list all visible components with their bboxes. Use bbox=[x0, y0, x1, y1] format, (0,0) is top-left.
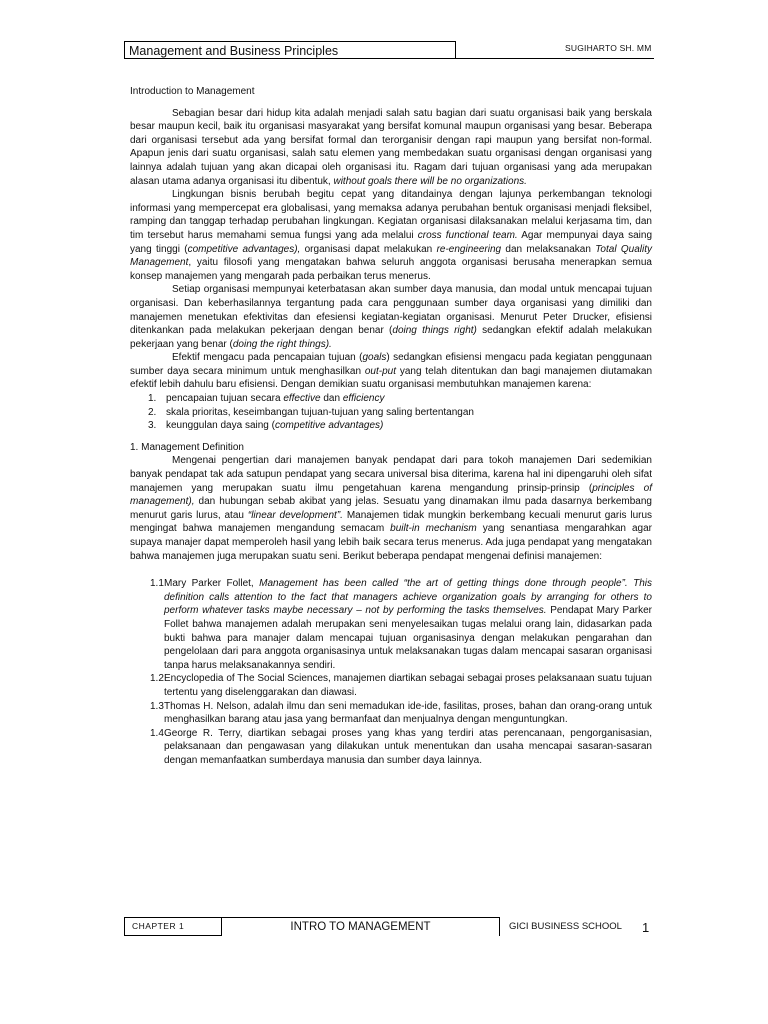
paragraph-3: Setiap organisasi mempunyai keterbatasan akan sumber daya manusia, dan modal untuk mencapai tujuan organisasi. Dan keberhasilannya tergantung pada cara penggunaan sumber daya organisasi yang dimiliki dan manajemen menetukan efektivitas dan efesiensi kegiatan-kegiatan organisasi. Menurut Peter Drucker, efisiensi ditenkankan pada melakukan pekerjaan dengan benar (doing things right) sedangkan efektif adalah melakukan pekerjaan yang benar (doing the right things). bbox=[130, 284, 652, 350]
definition-item: 1.4 George R. Terry, diartikan sebagai proses yang khas yang terdiri atas perencanaan, pengorganisasian, pelaksanaan dan pengawasan yang dilakukan untuk menentukan dan usaha mencapai sasaran-sasaran dengan memanfaatkan sumberdaya manusia dan sumber daya lainnya. bbox=[150, 727, 652, 766]
page-footer bbox=[124, 917, 655, 936]
definition-item: 1.1 Mary Parker Follet, Management has been called “the art of getting things done through people”. This definition calls attention to the fact that managers achieve organization goals by arranging for others to perform whatever tasks maybe necessary – not by performing the tasks themselves. Pendapat Mary Parker Follet bahwa manajemen adalah merupakan seni menyelesaikan tugas melalui orang lain, didasarkan pada bukti bahwa para manajer dalam mencapai tujuan organisasinya dengan melakukan pengarahan dan pengelolaan dari para anggota organisasinya untuk melaksanakan tugas dalam mencapai sasaran organisasi tanpa harus melaksanakannya sendiri. bbox=[150, 578, 652, 671]
footer-chapter: CHAPTER 1 bbox=[124, 917, 222, 936]
header-rule bbox=[456, 58, 654, 59]
footer-topic: INTRO TO MANAGEMENT bbox=[222, 917, 500, 936]
header-author: SUGIHARTO SH. MM bbox=[565, 43, 652, 53]
definitions-list bbox=[130, 577, 652, 767]
footer-school: GICI BUSINESS SCHOOL bbox=[509, 921, 622, 932]
intro-heading: Introduction to Management bbox=[130, 86, 255, 97]
paragraph-4: Efektif mengacu pada pencapaian tujuan (goals) sedangkan efisiensi mengacu pada kegiatan penggunaan sumber daya secara minimum untuk menghasilkan out-put yang telah ditentukan dan bagi manajemen diutamakan efektif lebih dahulu baru efisiensi. Dengan demikian suatu organisasi membutuhkan manajemen karena: bbox=[130, 352, 653, 391]
section-heading: 1. Management Definition bbox=[130, 441, 244, 453]
reasons-list bbox=[130, 392, 652, 433]
paragraph-1: Sebagian besar dari hidup kita adalah menjadi salah satu bagian dari suatu organisasi baik yang berskala besar maupun kecil, baik itu organisasi masyarakat yang bersifat komunal maupun organisasi yang besar. Beberapa dari organisasi tersebut ada yang bersifat formal dan terorganisir dengan rapi maupun yang bersifat non-formal. Apapun jenis dari suatu organisasi, salah satu elemen yang membedakan suatu organisasi dengan organisasi yang lainnya adalah tujuan yang akan dicapai oleh organisasi itu. Ragam dari tujuan organisasi yang ada merupakan alasan utama adanya organisasi itu dibentuk, without goals there will be no organizations. bbox=[130, 107, 652, 187]
document-body bbox=[130, 85, 652, 768]
list-item: 2. skala prioritas, keseimbangan tujuan-tujuan yang saling bertentangan bbox=[148, 406, 474, 418]
list-item: 3. keunggulan daya saing (competitive advantages) bbox=[148, 420, 384, 432]
page-number: 1 bbox=[642, 920, 650, 935]
header-title: Management and Business Principles bbox=[124, 41, 456, 59]
definition-item: 1.3 Thomas H. Nelson, adalah ilmu dan seni memadukan ide-ide, fasilitas, proses, bahan dan orang-orang untuk menghasilkan barang atau jasa yang bermanfaat dan menjualnya dengan menguntungkan. bbox=[150, 700, 652, 726]
definition-item: 1.2 Encyclopedia of The Social Sciences, manajemen diartikan sebagai sebagai proses pelaksanaan suatu tujuan tertentu yang diselenggarakan dan diawasi. bbox=[150, 673, 652, 698]
paragraph-2: Lingkungan bisnis berubah begitu cepat yang ditandainya dengan lajunya perkembangan teknologi informasi yang mempercepat era globalisasi, yang memaksa adanya perubahan bentuk organisasi menjadi fleksibel, ramping dan tanggap terhadap perubahan lingkungan. Kegiatan organisasi dilaksanakan melalui kerjasama tim, dan tim tersebut harus memahami semua fungsi yang ada melalui cross functional team. Agar mempunyai daya saing yang tinggi (competitive advantages), organisasi dapat melakukan re-engineering dan melaksanakan Total Quality Management, yaitu filosofi yang mengatakan bahwa seluruh anggota organisasi berusaha menerapkan semua konsep manajemen yang mengarah pada perbaikan terus menerus. bbox=[130, 189, 653, 282]
list-item: 1. pencapaian tujuan secara effective dan efficiency bbox=[148, 393, 385, 405]
section-paragraph: Mengenai pengertian dari manajemen banyak pendapat dari para tokoh manajemen Dari sedemikian banyak pendapat tak ada satupun pendapat yang secara universal bisa diterima, karena hal ini dipengaruhi oleh sifat manajemen yang merupakan suatu ilmu pengetahuan karena mengandung prinsip-prinsip (principles of management), dan hubungan sebab akibat yang jelas. Sesuatu yang dinamakan ilmu pada dasarnya berkembang menurut garis lurus, atau “linear development”. Manajemen tidak mungkin berkembang kecuali menurut garis lurus mengingat bahwa manajemen mengandung semacam built-in mechanism yang senantiasa mengarahkan agar supaya manajer dapat memperoleh hasil yang lebih baik secara terus menerus. Ada juga pendapat yang mengatakan bahwa manajemen juga merupakan suatu seni. Berikut beberapa pendapat mengenai definisi manajemen: bbox=[130, 455, 653, 562]
